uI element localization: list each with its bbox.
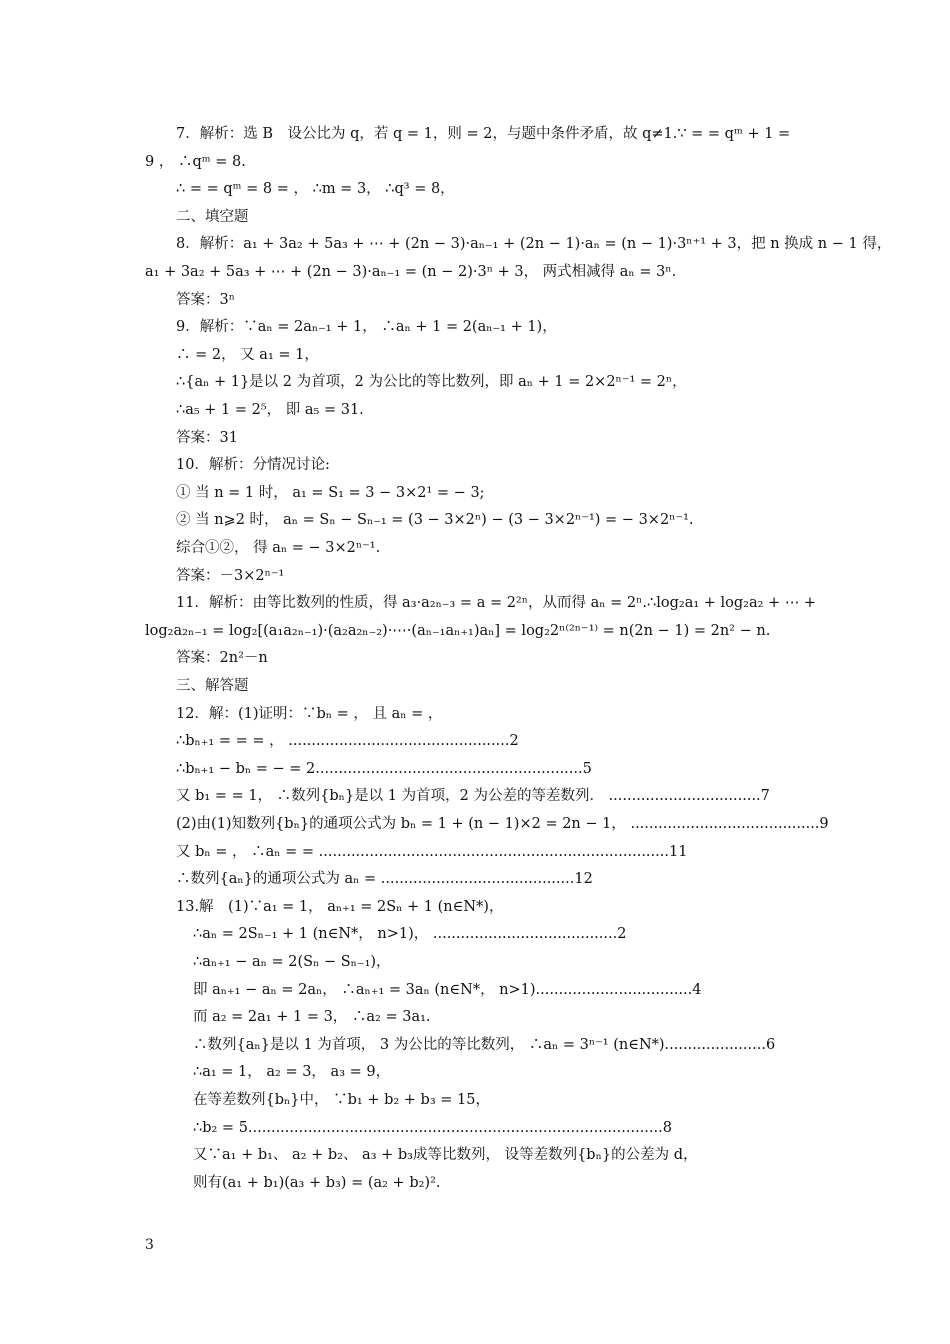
text-line: ∴ = 2， 又 a₁ = 1， <box>176 346 319 363</box>
text-line: ② 当 n⩾2 时， aₙ = Sₙ − Sₙ₋₁ = (3 − 3×2ⁿ) − (3 − 3×2ⁿ⁻¹) = − 3×2ⁿ⁻¹. <box>176 512 694 529</box>
text-line: 11．解析：由等比数列的性质，得 a₃·a₂ₙ₋₃ = a = 2²ⁿ，从而得 aₙ = 2ⁿ.∴log₂a₁ + log₂a₂ + ⋯ + <box>176 595 817 612</box>
text-line: ∴{aₙ + 1}是以 2 为首项，2 为公比的等比数列，即 aₙ + 1 = 2×2ⁿ⁻¹ = 2ⁿ， <box>176 374 687 391</box>
text-line: 7．解析：选 B 设公比为 q，若 q = 1，则 = 2，与题中条件矛盾，故 q≠1.∵ = = qᵐ + 1 = <box>176 126 791 142</box>
text-line: 则有(a₁ + b₁)(a₃ + b₃) = (a₂ + b₂)². <box>193 1174 441 1191</box>
text-line: 又 bₙ = ， ∴aₙ = = ............................................................................11 <box>176 843 688 860</box>
text-line: 又 b₁ = = 1， ∴数列{bₙ}是以 1 为首项，2 为公差的等差数列． .................................7 <box>176 788 770 805</box>
text-line: 8．解析：a₁ + 3a₂ + 5a₃ + ⋯ + (2n − 3)·aₙ₋₁ + (2n − 1)·aₙ = (n − 1)·3ⁿ⁺¹ + 3，把 n 换成 n − 1 得， <box>176 236 892 253</box>
text-line: 三、解答题 <box>176 678 249 694</box>
text-line: ∴数列{aₙ}的通项公式为 aₙ = ..........................................12 <box>176 871 593 888</box>
text-line: ① 当 n = 1 时， a₁ = S₁ = 3 − 3×2¹ = − 3; <box>176 484 485 501</box>
text-line: ∴a₅ + 1 = 2⁵， 即 a₅ = 31. <box>176 402 364 418</box>
text-line: 9 ， ∴qᵐ = 8. <box>145 153 246 170</box>
text-line: 二、填空题 <box>176 208 249 225</box>
text-line: 13.解 (1)∵a₁ = 1， aₙ₊₁ = 2Sₙ + 1 (n∈N*)， <box>176 898 504 915</box>
text-line: 答案：－3×2ⁿ⁻¹ <box>176 567 285 584</box>
text-line: 而 a₂ = 2a₁ + 1 = 3， ∴a₂ = 3a₁. <box>193 1009 431 1026</box>
text-line: 答案：2n²－n <box>176 650 268 667</box>
text-line: 12．解：(1)证明：∵bₙ = ， 且 aₙ = ， <box>176 705 443 722</box>
text-line: a₁ + 3a₂ + 5a₃ + ⋯ + (2n − 3)·aₙ₋₁ = (n − 2)·3ⁿ + 3， 两式相减得 aₙ = 3ⁿ. <box>145 264 677 280</box>
text-line: ∴bₙ₊₁ = = = ， ................................................2 <box>176 733 519 750</box>
page-number: 3 <box>145 1237 154 1253</box>
text-line: 答案：3ⁿ <box>176 291 235 308</box>
text-line: ∴aₙ₊₁ − aₙ = 2(Sₙ − Sₙ₋₁)， <box>193 954 391 970</box>
text-line: 即 aₙ₊₁ − aₙ = 2aₙ， ∴aₙ₊₁ = 3aₙ (n∈N*， n>1)..................................4 <box>193 981 702 998</box>
text-line: ∴ = = qᵐ = 8 = ， ∴m = 3， ∴q³ = 8， <box>176 181 455 198</box>
text-line: 综合①②， 得 aₙ = − 3×2ⁿ⁻¹. <box>176 540 381 556</box>
text-line: 10．解析：分情况讨论: <box>176 457 330 474</box>
text-line: ∴a₁ = 1， a₂ = 3， a₃ = 9， <box>193 1064 391 1081</box>
text-line: ∴aₙ = 2Sₙ₋₁ + 1 (n∈N*， n>1)， ........................................2 <box>193 926 627 943</box>
text-line: 又∵a₁ + b₁、 a₂ + b₂、 a₃ + b₃成等比数列， 设等差数列{bₙ}的公差为 d， <box>193 1147 698 1164</box>
text-line: (2)由(1)知数列{bₙ}的通项公式为 bₙ = 1 + (n − 1)×2 = 2n − 1， .........................................9 <box>176 816 829 832</box>
text-line: 在等差数列{bₙ}中， ∵b₁ + b₂ + b₃ = 15， <box>193 1092 490 1108</box>
text-line: ∴b₂ = 5..........................................................................................8 <box>193 1119 672 1136</box>
text-line: ∴数列{aₙ}是以 1 为首项， 3 为公比的等比数列， ∴aₙ = 3ⁿ⁻¹ (n∈N*)......................6 <box>193 1036 776 1053</box>
text-line: 答案：31 <box>176 429 238 446</box>
text-line: ∴bₙ₊₁ − bₙ = − = 2..........................................................5 <box>176 760 592 777</box>
text-line: 9．解析：∵aₙ = 2aₙ₋₁ + 1， ∴aₙ + 1 = 2(aₙ₋₁ + 1)， <box>176 319 557 336</box>
text-line: log₂a₂ₙ₋₁ = log₂[(a₁a₂ₙ₋₁)·(a₂a₂ₙ₋₂)·⋯·(aₙ₋₁aₙ₊₁)aₙ] = log₂2ⁿ⁽²ⁿ⁻¹⁾ = n(2n − 1) = 2n² − n. <box>145 622 771 639</box>
